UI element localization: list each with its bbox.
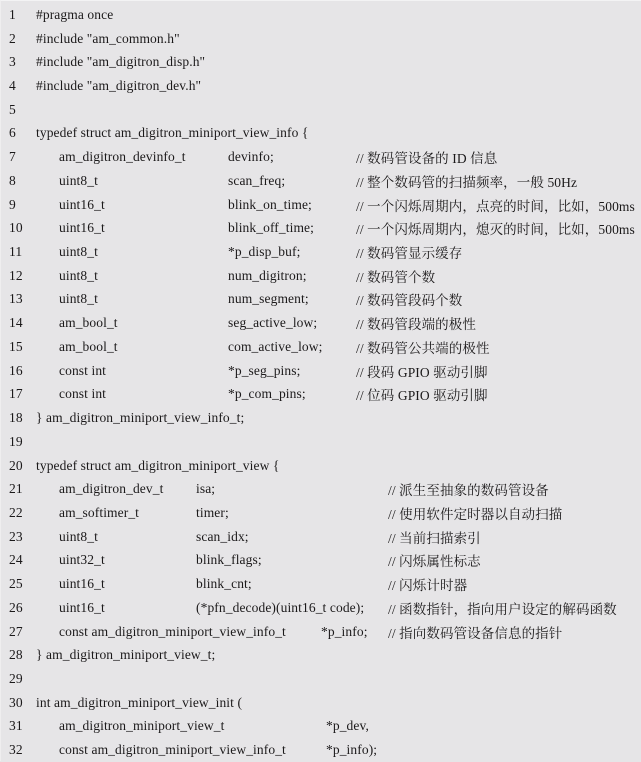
code-line [1,122,641,146]
comment-text: // 一个闪烁周期内，点亮的时间，比如，500ms [356,198,635,214]
line-number: 12 [9,267,23,283]
line-number: 15 [9,338,23,354]
code-line [1,50,641,74]
code-text: com_active_low; [228,338,323,354]
code-text: (*pfn_decode)(uint16_t code); [196,599,365,615]
code-text: } am_digitron_miniport_view_t; [36,647,216,663]
code-line [1,406,641,430]
code-text: isa; [196,481,216,497]
line-number: 18 [9,410,23,426]
comment-text: // 数码管段码个数 [356,293,463,309]
code-text: typedef struct am_digitron_miniport_view_info { [36,125,309,141]
line-number: 19 [9,433,23,449]
code-text: *p_info); [326,742,378,758]
line-number: 10 [9,220,23,236]
line-number: 20 [9,457,23,473]
code-text: uint8_t [59,172,98,188]
code-line [1,145,641,169]
comment-text: // 当前扫描索引 [388,530,481,546]
line-number: 16 [9,362,23,378]
comment-text: // 整个数码管的扫描频率，一般 50Hz [356,174,578,190]
comment-text: // 数码管段端的极性 [356,317,476,333]
code-text: num_segment; [228,291,309,307]
comment-text: // 段码 GPIO 驱动引脚 [356,364,488,380]
line-number: 27 [9,623,23,639]
code-text: am_digitron_devinfo_t [59,149,186,165]
code-text: blink_flags; [196,552,262,568]
line-number: 3 [9,54,16,70]
line-number: 2 [9,30,16,46]
line-number: 17 [9,386,23,402]
line-number: 8 [9,172,16,188]
code-text: *p_seg_pins; [228,362,301,378]
comment-text: // 数码管个数 [356,269,436,285]
code-text: blink_off_time; [228,220,314,236]
code-line [1,454,641,478]
code-text: uint32_t [59,552,105,568]
line-number: 4 [9,78,16,94]
code-line [1,715,641,739]
code-text: typedef struct am_digitron_miniport_view { [36,457,280,473]
code-text: const am_digitron_miniport_view_info_t [59,623,286,639]
code-text: const am_digitron_miniport_view_info_t [59,742,286,758]
code-line [1,430,641,454]
code-text: const int [59,386,107,402]
code-text: uint16_t [59,196,105,212]
code-text: devinfo; [228,149,274,165]
code-line [1,383,641,407]
comment-text: // 一个闪烁周期内，熄灭的时间，比如，500ms [356,222,635,238]
code-text: uint16_t [59,599,105,615]
line-number: 29 [9,670,23,686]
code-text: am_digitron_dev_t [59,481,164,497]
code-line [1,169,641,193]
code-line [1,27,641,51]
line-number: 31 [9,718,23,734]
code-text: } am_digitron_miniport_view_info_t; [36,410,245,426]
code-text: scan_idx; [196,528,249,544]
line-number: 7 [9,149,16,165]
code-text: *p_info; [321,623,368,639]
code-line [1,98,641,122]
code-text: #pragma once [36,6,114,22]
comment-text: // 指向数码管设备信息的指针 [388,625,563,641]
code-text: uint16_t [59,220,105,236]
code-text: blink_cnt; [196,576,252,592]
code-line [1,193,641,217]
code-line [1,667,641,691]
code-line [1,596,641,620]
line-number: 11 [9,244,23,260]
code-line [1,240,641,264]
code-line [1,3,641,27]
line-number: 1 [9,6,16,22]
code-text: timer; [196,504,229,520]
code-text: #include "am_digitron_disp.h" [36,54,206,70]
code-line [1,738,641,762]
code-text: *p_disp_buf; [228,244,301,260]
code-line [1,691,641,715]
line-number: 9 [9,196,16,212]
comment-text: // 派生至抽象的数码管设备 [388,483,549,499]
line-number: 14 [9,315,23,331]
comment-text: // 数码管显示缓存 [356,246,463,262]
line-number: 28 [9,647,23,663]
code-text: uint8_t [59,528,98,544]
comment-text: // 函数指针，指向用户设定的解码函数 [388,601,617,617]
code-text: uint8_t [59,244,98,260]
comment-text: // 数码管设备的 ID 信息 [356,151,498,167]
code-text: blink_on_time; [228,196,312,212]
code-line [1,288,641,312]
comment-text: // 闪烁计时器 [388,578,468,594]
code-text: uint8_t [59,291,98,307]
line-number: 30 [9,694,23,710]
code-text: am_digitron_miniport_view_t [59,718,225,734]
code-text: *p_dev, [326,718,369,734]
code-text: const int [59,362,107,378]
code-text: *p_com_pins; [228,386,306,402]
code-text: scan_freq; [228,172,286,188]
code-text: uint16_t [59,576,105,592]
line-number: 23 [9,528,23,544]
comment-text: // 使用软件定时器以自动扫描 [388,506,563,522]
line-number: 25 [9,576,23,592]
code-text: am_bool_t [59,338,118,354]
code-text: #include "am_common.h" [36,30,180,46]
code-line [1,359,641,383]
code-text: uint8_t [59,267,98,283]
line-number: 24 [9,552,23,568]
line-number: 21 [9,481,23,497]
code-text: #include "am_digitron_dev.h" [36,78,202,94]
code-line [1,501,641,525]
code-line [1,525,641,549]
code-line [1,335,641,359]
code-line [1,311,641,335]
code-line [1,549,641,573]
code-line [1,620,641,644]
line-number: 5 [9,101,16,117]
code-line [1,643,641,667]
line-number: 26 [9,599,23,615]
comment-text: // 数码管公共端的极性 [356,340,490,356]
code-line [1,216,641,240]
code-text: am_softimer_t [59,504,140,520]
code-line [1,477,641,501]
code-line [1,74,641,98]
code-text: seg_active_low; [228,315,318,331]
comment-text: // 闪烁属性标志 [388,554,481,570]
code-text: int am_digitron_miniport_view_init ( [36,694,243,710]
line-number: 32 [9,742,23,758]
code-line [1,572,641,596]
code-text: am_bool_t [59,315,118,331]
code-text: num_digitron; [228,267,307,283]
code-line [1,264,641,288]
line-number: 13 [9,291,23,307]
line-number: 22 [9,504,23,520]
comment-text: // 位码 GPIO 驱动引脚 [356,388,488,404]
line-number: 6 [9,125,16,141]
